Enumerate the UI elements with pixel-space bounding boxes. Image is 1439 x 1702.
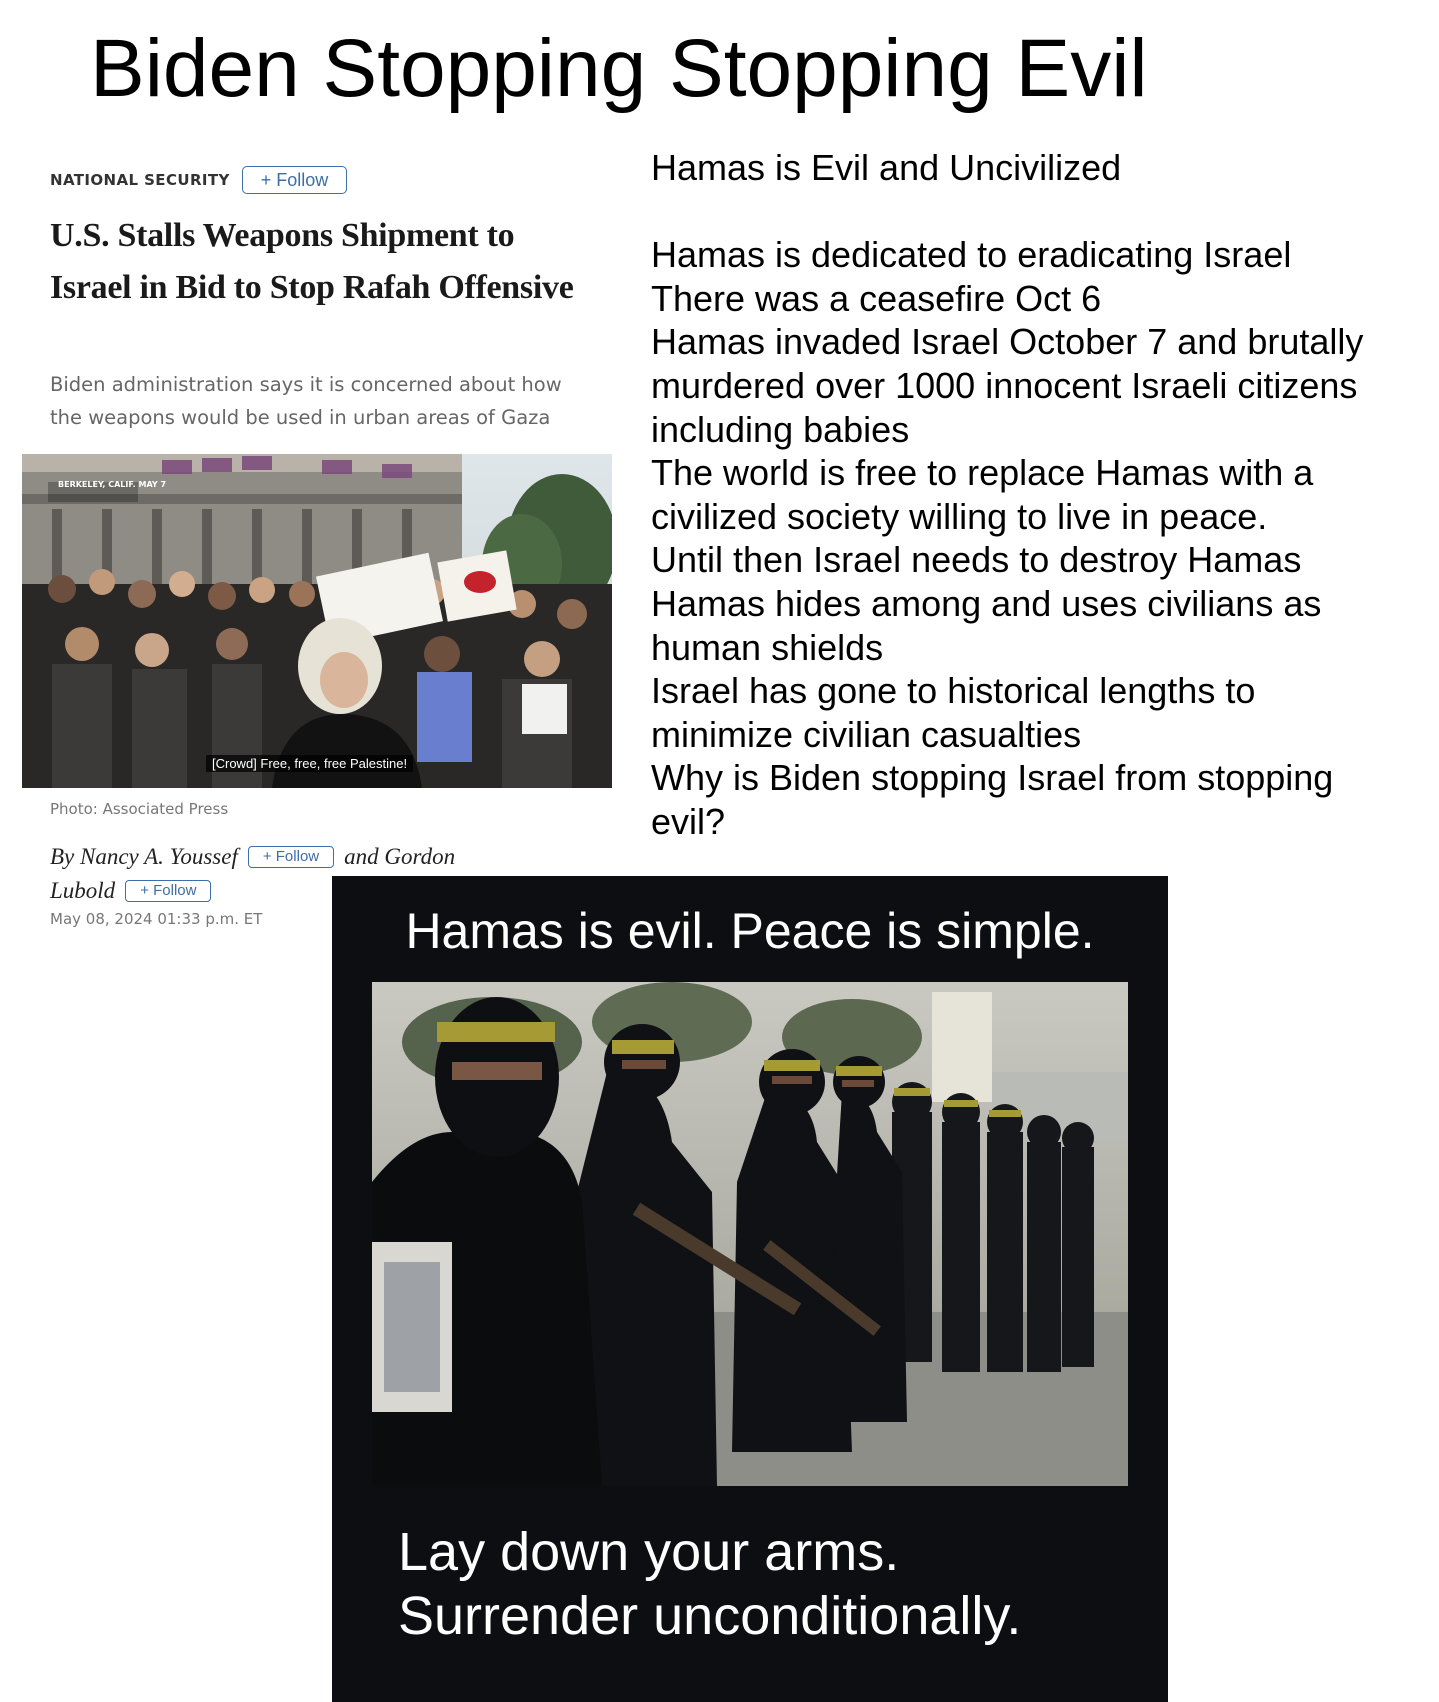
militants-image — [372, 982, 1128, 1486]
author-1[interactable]: By Nancy A. Youssef — [50, 844, 238, 869]
militants-photo — [372, 982, 1128, 1486]
follow-author-1-button[interactable]: + Follow — [248, 846, 334, 868]
photo-caption: [Crowd] Free, free, free Palestine! — [206, 755, 413, 772]
article-photo[interactable] — [22, 454, 612, 788]
page-title: Biden Stopping Stopping Evil — [90, 23, 1148, 114]
text-line: minimize civilian casualties — [651, 713, 1082, 755]
meme-bottom-line-1: Lay down your arms. — [398, 1522, 900, 1582]
meme-bottom-text — [398, 1520, 1021, 1648]
text-line: murdered over 1000 innocent Israeli citizens — [651, 364, 1358, 406]
text-line: The world is free to replace Hamas with a — [651, 452, 1314, 494]
right-text-block — [651, 146, 1431, 844]
text-line: Hamas is dedicated to eradicating Israel — [651, 234, 1292, 276]
photo-dateline: BERKELEY, CALIF. MAY 7 — [58, 480, 167, 489]
article-headline[interactable]: U.S. Stalls Weapons Shipment to Israel in Bid to Stop Rafah Offensive — [50, 217, 574, 306]
text-line: evil? — [651, 800, 726, 842]
protest-crowd-image — [22, 454, 612, 788]
section-row — [50, 166, 347, 194]
text-line: human shields — [651, 626, 884, 668]
article-timestamp: May 08, 2024 01:33 p.m. ET — [50, 910, 263, 928]
text-line: Why is Biden stopping Israel from stopping — [651, 757, 1334, 799]
photo-credit: Photo: Associated Press — [50, 800, 229, 818]
follow-author-2-button[interactable]: + Follow — [125, 880, 211, 902]
section-label[interactable]: NATIONAL SECURITY — [50, 171, 230, 189]
text-line: There was a ceasefire Oct 6 — [651, 277, 1102, 319]
follow-section-button[interactable]: + Follow — [242, 166, 348, 194]
article-dek: Biden administration says it is concerned about how the weapons would be used in urban areas of Gaza — [50, 373, 562, 429]
text-line: civilized society willing to live in peace. — [651, 495, 1268, 537]
meme-bottom-line-2: Surrender unconditionally. — [398, 1586, 1022, 1646]
author-2[interactable]: Lubold — [50, 878, 116, 903]
text-line: Israel has gone to historical lengths to — [651, 670, 1256, 712]
text-line: Hamas invaded Israel October 7 and brutally — [651, 321, 1364, 363]
byline-and: and Gordon — [344, 844, 456, 869]
meme-panel — [332, 876, 1168, 1702]
blank-line — [651, 190, 1431, 234]
meme-top-text: Hamas is evil. Peace is simple. — [405, 903, 1095, 959]
text-line: including babies — [651, 408, 910, 450]
text-line: Hamas hides among and uses civilians as — [651, 582, 1322, 624]
right-heading: Hamas is Evil and Uncivilized — [651, 147, 1122, 188]
text-line: Until then Israel needs to destroy Hamas — [651, 539, 1302, 581]
